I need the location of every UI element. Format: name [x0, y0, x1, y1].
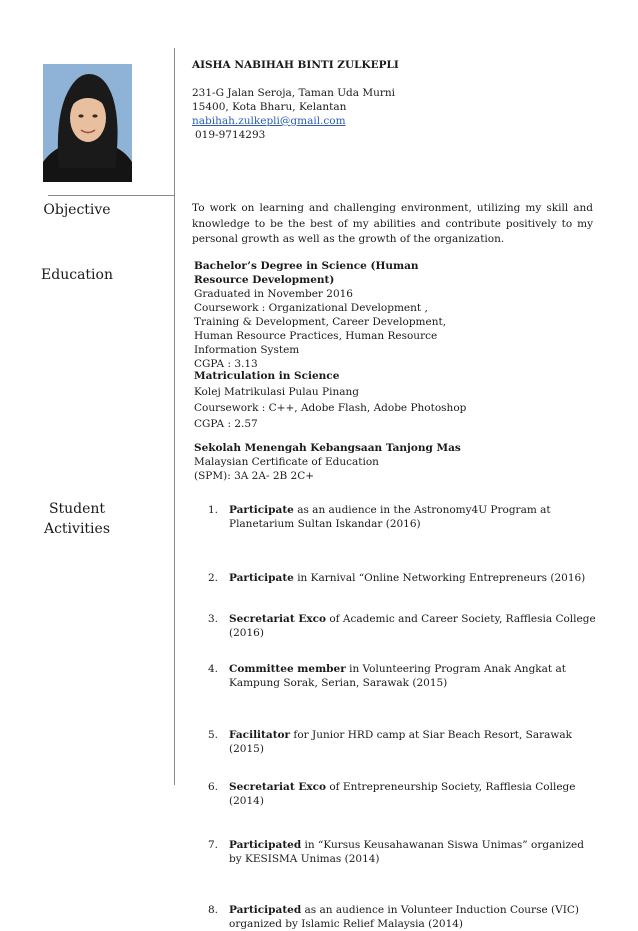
list-number: 8.	[208, 904, 219, 916]
education-detail: CGPA : 3.13	[194, 358, 258, 370]
list-item	[208, 662, 598, 690]
education-entry-matriculation	[194, 368, 494, 432]
education-detail: Coursework : Organizational Development , Training & Development, Career Development, Human Resource Practices, Human Resource Information System	[194, 302, 447, 356]
email-link[interactable]: nabihah.zulkepli@gmail.com	[192, 115, 346, 127]
candidate-name: AISHA NABIHAH BINTI ZULKEPLI	[192, 59, 399, 71]
education-detail: Malaysian Certificate of Education	[194, 456, 379, 468]
section-label-education: Education	[41, 267, 113, 283]
list-number: 1.	[208, 504, 219, 516]
profile-photo	[43, 64, 132, 182]
list-item	[208, 903, 598, 931]
list-item	[208, 728, 598, 756]
activity-description: in “Kursus Keusahawanan Siswa Unimas” organized by KESISMA Unimas (2014)	[229, 839, 584, 865]
education-detail: (SPM): 3A 2A- 2B 2C+	[194, 470, 315, 482]
list-number: 4.	[208, 663, 219, 675]
activity-role: Facilitator	[229, 729, 291, 741]
education-detail: CGPA : 2.57	[194, 418, 258, 430]
activity-description: as an audience in Volunteer Induction Course (VIC) organized by Islamic Relief Malaysia (2014)	[229, 904, 579, 930]
address-line-2: 15400, Kota Bharu, Kelantan	[192, 101, 347, 113]
list-number: 2.	[208, 572, 219, 584]
activity-role: Secretariat Exco	[229, 613, 327, 625]
vertical-divider	[174, 48, 175, 785]
horizontal-divider	[48, 195, 174, 196]
section-label-activities	[17, 499, 137, 539]
contact-block	[192, 58, 399, 142]
activity-description: as an audience in the Astronomy4U Program at Planetarium Sultan Iskandar (2016)	[229, 504, 551, 530]
activity-description: of Academic and Career Society, Rafflesia College (2016)	[229, 613, 596, 639]
list-item	[208, 838, 598, 866]
activity-description: for Junior HRD camp at Siar Beach Resort, Sarawak (2015)	[229, 729, 572, 755]
activity-role: Participate	[229, 572, 294, 584]
activity-role: Secretariat Exco	[229, 781, 327, 793]
activity-role: Participated	[229, 904, 302, 916]
activity-role: Participated	[229, 839, 302, 851]
education-title: Sekolah Menengah Kebangsaan Tanjong Mas	[194, 442, 461, 454]
phone-number: 019-9714293	[195, 129, 266, 141]
section-label-activities-line2: Activities	[43, 521, 110, 537]
education-detail: Kolej Matrikulasi Pulau Pinang	[194, 386, 359, 398]
education-title: Matriculation in Science	[194, 370, 340, 382]
section-label-activities-line1: Student	[48, 501, 106, 517]
activity-description: in Karnival “Online Networking Entrepreneurs (2016)	[293, 572, 586, 584]
education-detail: Graduated in November 2016	[194, 288, 353, 300]
list-item	[208, 503, 598, 531]
activities-list	[208, 503, 598, 930]
list-number: 5.	[208, 729, 219, 741]
activity-description: in Volunteering Program Anak Angkat at Kampung Sorak, Serian, Sarawak (2015)	[229, 663, 566, 689]
activity-role: Committee member	[229, 663, 346, 675]
activity-role: Participate	[229, 504, 294, 516]
education-entry-bachelor	[194, 259, 464, 371]
education-entry-secondary	[194, 441, 494, 483]
list-number: 7.	[208, 839, 219, 851]
section-label-objective: Objective	[43, 202, 111, 218]
list-number: 6.	[208, 781, 219, 793]
activity-description: of Entrepreneurship Society, Rafflesia College (2014)	[229, 781, 576, 807]
education-title: Bachelor’s Degree in Science (Human Resource Development)	[194, 260, 419, 286]
list-item	[208, 612, 598, 640]
address-line-1: 231-G Jalan Seroja, Taman Uda Murni	[192, 87, 396, 99]
list-item	[208, 780, 598, 808]
education-detail: Coursework : C++, Adobe Flash, Adobe Photoshop	[194, 402, 467, 414]
list-number: 3.	[208, 613, 219, 625]
objective-text: To work on learning and challenging environment, utilizing my skill and knowledge to be the best of my abilities and contribute positively to my personal growth as well as the growth of the organization.	[192, 202, 593, 245]
list-item	[208, 571, 598, 585]
